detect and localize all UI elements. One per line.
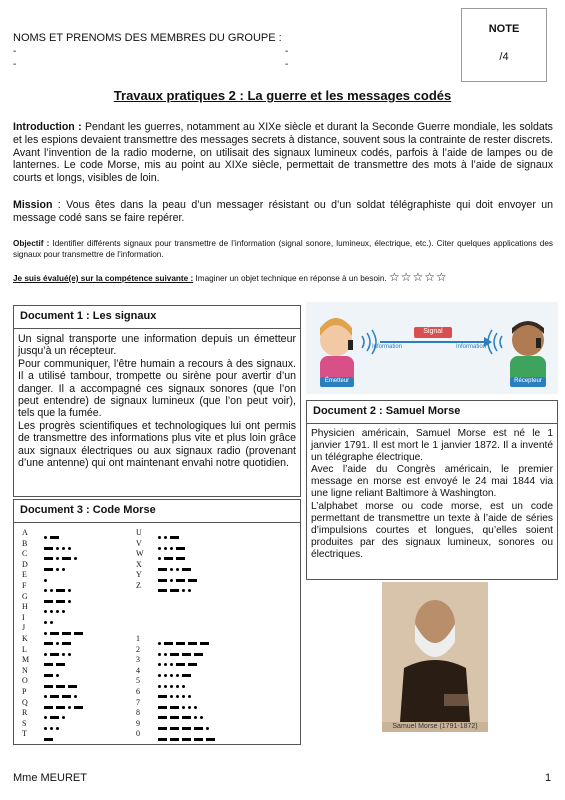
morse-dot <box>68 600 71 603</box>
morse-signal-sequence <box>44 730 56 748</box>
portrait-caption: Samuel Morse (1791-1872) <box>392 723 478 730</box>
information-label-left: Information <box>372 344 403 350</box>
morse-character: V <box>136 538 142 548</box>
morse-character: 4 <box>136 665 140 675</box>
grade-label: NOTE <box>488 23 520 35</box>
morse-signal-sequence <box>158 730 218 748</box>
document-3-title: Document 3 : Code Morse <box>14 500 300 523</box>
member-line-2-start: - <box>13 59 17 70</box>
morse-character: N <box>22 665 28 675</box>
telegraph-icon <box>444 694 468 706</box>
objective-label: Objectif : <box>13 239 50 248</box>
group-members-block <box>13 32 289 71</box>
signal-illustration <box>306 302 558 394</box>
morse-character: P <box>22 687 27 696</box>
morse-character: 7 <box>136 697 140 707</box>
document-3-box <box>13 499 301 745</box>
morse-character: S <box>22 718 27 728</box>
morse-dash <box>206 738 215 741</box>
morse-dash <box>158 738 167 741</box>
morse-character: C <box>22 549 28 559</box>
morse-character: J <box>22 623 26 633</box>
signal-label: Signal <box>423 328 443 335</box>
portrait-coat <box>400 660 470 722</box>
morse-character: Q <box>22 697 28 707</box>
morse-dot <box>188 589 191 592</box>
footer-author: Mme MEURET <box>13 772 87 784</box>
morse-dash <box>170 738 179 741</box>
competence-label: Je suis évalué(e) sur la compétence suivante : <box>13 274 194 283</box>
grade-score: /4 <box>499 51 509 63</box>
morse-character: F <box>22 581 27 590</box>
morse-dash <box>74 706 83 709</box>
morse-character: Y <box>136 570 142 580</box>
morse-dash <box>194 738 203 741</box>
morse-dash <box>182 738 191 741</box>
document-2-box <box>306 400 558 580</box>
morse-character: L <box>22 644 27 654</box>
morse-character: I <box>22 612 25 622</box>
morse-dot <box>62 716 65 719</box>
member-line-1-end: - <box>285 46 289 57</box>
morse-character: O <box>22 676 28 686</box>
document-2-text: Physicien américain, Samuel Morse est né le 1 janvier 1791. Il est mort le 1 janvier 1872. Il a inventé un télégraphe électrique. Avec l’aide du Congrès américain, le premier message en morse est envoyé le 24 mai 1844 via une ligne reliant Baltimore à Washington. L’alphabet morse ou code morse, est un code permettant de transmettre un texte à l’aide de séries d’impulsions courtes et longues, qu’elles soient produites par des signaux lumineux, sonores ou électriques. <box>311 428 553 560</box>
morse-character: U <box>136 528 142 537</box>
information-label-right: Information <box>456 344 487 350</box>
morse-dot <box>56 568 59 571</box>
morse-character: T <box>22 729 27 739</box>
document-1-text: Un signal transporte une information depuis un émetteur jusqu’à un récepteur. Pour communiquer, l’être humain a recours à des signaux. Il a utilisé tambour, trompette ou sirène pour avertir d’un danger. Il a accompagné ces signaux sonores (que l’on peut entendre) de signaux lumineux (que l’on peut voir), tels que la fumée. Les progrès scientifiques et technologiques lui ont permis de transmettre des informations plus vite et plus loin grâce aux signaux électriques ou aux signaux radio (provenant d’une antenne) qui ont maintenant envahi notre quotidien. <box>18 333 296 470</box>
morse-signal-sequence <box>158 582 194 600</box>
document-1-box <box>13 305 301 497</box>
receiver-label: Récepteur <box>514 378 542 384</box>
morse-character: H <box>22 602 28 612</box>
introduction-paragraph <box>13 121 553 185</box>
group-members-label: NOMS ET PRENOMS DES MEMBRES DU GROUPE : <box>13 32 282 44</box>
morse-dot <box>56 727 59 730</box>
morse-dot <box>62 568 65 571</box>
morse-character: 3 <box>136 655 140 665</box>
mission-text: : Vous êtes dans la peau d’un messager résistant ou d’un soldat télégraphiste qui doit envoyer un message codé sans se faire repérer. <box>13 199 553 224</box>
morse-dot <box>182 589 185 592</box>
receiver-phone-icon <box>536 338 541 348</box>
competence-text: Imaginer un objet technique en réponse à un besoin. <box>193 274 387 283</box>
morse-dash <box>170 589 179 592</box>
mission-label: Mission <box>13 199 53 211</box>
morse-character: 9 <box>136 718 140 728</box>
document-1-title: Document 1 : Les signaux <box>14 306 300 329</box>
member-line-2-end: - <box>285 59 289 70</box>
document-2-title: Document 2 : Samuel Morse <box>307 401 557 424</box>
morse-character: K <box>22 634 28 643</box>
morse-character: X <box>136 559 142 569</box>
morse-dash <box>74 632 83 635</box>
morse-character: G <box>22 591 28 601</box>
emitter-phone-icon <box>348 340 353 350</box>
morse-character: 1 <box>136 634 140 643</box>
competence-line <box>13 272 553 284</box>
introduction-text: Pendant les guerres, notamment au XIXe siècle et durant la Seconde Guerre mondiale, les soldats et les espions devaient transmettre des messages secrets à distance, souvent sous la contrainte de rester discrets. Avant l’invention de la radio moderne, on utilisait des signaux lumineux codés, parfois à l’aide de lampes ou de lanternes. Le code Morse, mis au point au XIXe siècle, permettait de transmettre des mots à l’aide de signaux courts et longs, visibles de loin. <box>13 121 553 185</box>
morse-dash <box>44 738 53 741</box>
page-title: Travaux pratiques 2 : La guerre et les messages codés <box>113 88 452 103</box>
member-line-1-start: - <box>13 46 17 57</box>
morse-character: D <box>22 559 28 569</box>
morse-character: Z <box>136 581 141 590</box>
footer-page-number: 1 <box>545 772 552 784</box>
emitter-waves-icon <box>362 330 376 354</box>
morse-dot <box>68 653 71 656</box>
rating-stars[interactable]: ☆☆☆☆☆ <box>388 270 448 284</box>
morse-character: M <box>22 655 30 665</box>
morse-character: B <box>22 538 28 548</box>
morse-dot <box>74 557 77 560</box>
morse-character: W <box>136 549 144 559</box>
morse-character: E <box>22 570 27 580</box>
emitter-label: Émetteur <box>324 378 350 384</box>
morse-character: 8 <box>136 708 140 718</box>
objective-paragraph <box>13 238 553 260</box>
morse-dot <box>68 706 71 709</box>
morse-dot <box>56 610 59 613</box>
morse-character: A <box>22 528 28 537</box>
portrait-image <box>382 582 488 722</box>
morse-dash <box>158 589 167 592</box>
introduction-label: Introduction : <box>13 121 82 133</box>
mission-paragraph <box>13 199 553 225</box>
morse-character: 0 <box>136 729 140 739</box>
morse-code-table <box>14 523 300 739</box>
samuel-morse-portrait <box>382 582 488 732</box>
grade-box <box>461 8 547 82</box>
morse-character: 5 <box>136 676 140 686</box>
objective-text: Identifier différents signaux pour transmettre de l’information (signal sonore, lumineux, électrique, etc.). Citer quelques applications des signaux pour transmettre de l’information. <box>13 239 553 259</box>
morse-character: 6 <box>136 687 140 696</box>
morse-character: R <box>22 708 28 718</box>
morse-character: 2 <box>136 644 140 654</box>
morse-dot <box>62 610 65 613</box>
